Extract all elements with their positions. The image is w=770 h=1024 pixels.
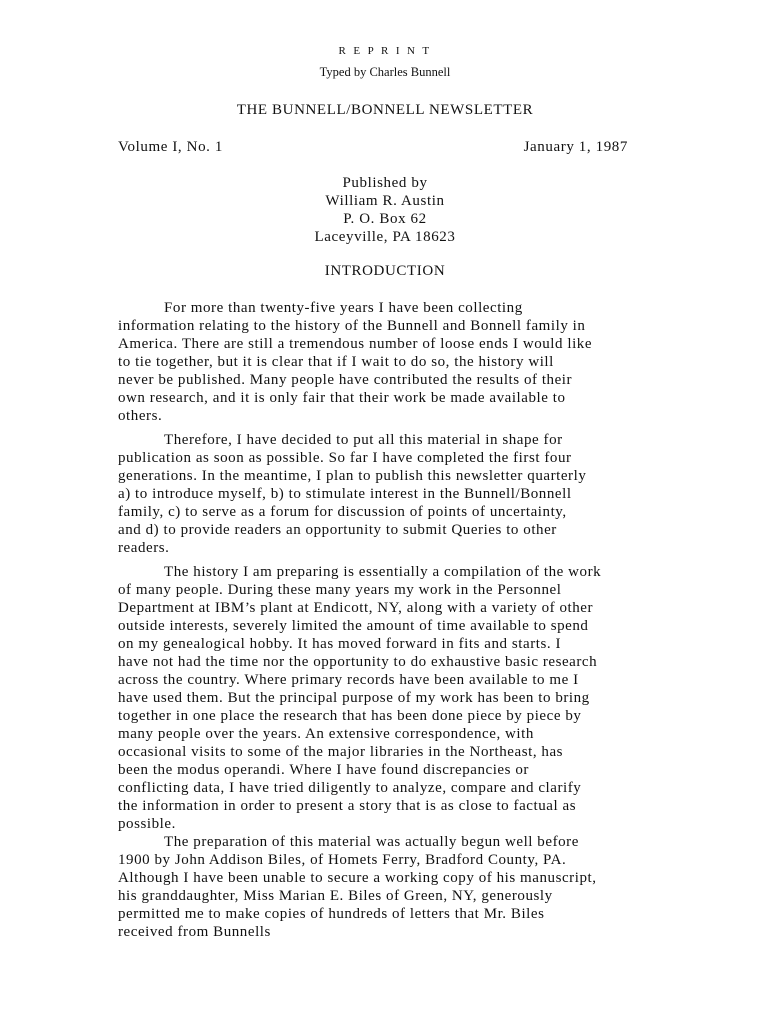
- publisher-line: Published by: [342, 175, 428, 191]
- text-line: publication as soon as possible. So far I have completed the first four: [118, 450, 572, 466]
- text-line: possible.: [118, 816, 176, 832]
- text-line: Department at IBM’s plant at Endicott, NY, along with a variety of other: [118, 600, 594, 616]
- text-line: been the modus operandi. Where I have found discrepancies or: [118, 762, 529, 778]
- publisher-name: William R. Austin: [325, 193, 445, 209]
- typed-by-line: Typed by Charles Bunnell: [319, 65, 451, 79]
- text-line: many people over the years. An extensive correspondence, with: [118, 726, 534, 742]
- text-line: outside interests, severely limited the amount of time available to spend: [118, 618, 589, 634]
- text-line: The preparation of this material was actually begun well before: [164, 834, 579, 850]
- newsletter-title: THE BUNNELL/BONNELL NEWSLETTER: [236, 102, 534, 118]
- text-line: together in one place the research that has been done piece by piece by: [118, 708, 582, 724]
- text-line: have not had the time nor the opportunity to do exhaustive basic research: [118, 654, 598, 670]
- text-line: to tie together, but it is clear that if I wait to do so, the history will: [118, 354, 554, 370]
- section-heading: INTRODUCTION: [324, 263, 446, 279]
- publisher-address: P. O. Box 62: [343, 211, 427, 227]
- text-line: permitted me to make copies of hundreds of letters that Mr. Biles: [118, 906, 545, 922]
- text-line: The history I am preparing is essentially a compilation of the work: [164, 564, 602, 580]
- text-line: America. There are still a tremendous number of loose ends I would like: [118, 336, 593, 352]
- publisher-block: [0, 174, 770, 246]
- text-line: information relating to the history of the Bunnell and Bonnell family in: [118, 318, 586, 334]
- text-line: never be published. Many people have contributed the results of their: [118, 372, 573, 388]
- reprint-label: R E P R I N T: [338, 45, 432, 57]
- publisher-city: Laceyville, PA 18623: [314, 229, 456, 245]
- text-line: on my genealogical hobby. It has moved forward in fits and starts. I: [118, 636, 561, 652]
- text-line: Although I have been unable to secure a working copy of his manuscript,: [118, 870, 597, 886]
- text-line: and d) to provide readers an opportunity to submit Queries to other: [118, 522, 557, 538]
- text-line: across the country. Where primary records have been available to me I: [118, 672, 579, 688]
- text-line: of many people. During these many years my work in the Personnel: [118, 582, 562, 598]
- text-line: others.: [118, 408, 163, 424]
- text-line: his granddaughter, Miss Marian E. Biles of Green, NY, generously: [118, 888, 553, 904]
- paragraph: [118, 833, 597, 941]
- paragraph: [118, 563, 601, 833]
- text-line: For more than twenty-five years I have been collecting: [164, 300, 523, 316]
- text-line: family, c) to serve as a forum for discussion of points of uncertainty,: [118, 504, 567, 520]
- text-line: conflicting data, I have tried diligently to analyze, compare and clarify: [118, 780, 582, 796]
- issue-date: January 1, 1987: [523, 139, 628, 155]
- text-line: readers.: [118, 540, 170, 556]
- paragraph: [118, 431, 586, 557]
- text-line: the information in order to present a story that is as close to factual as: [118, 798, 577, 814]
- text-line: a) to introduce myself, b) to stimulate interest in the Bunnell/Bonnell: [118, 486, 572, 502]
- text-line: Therefore, I have decided to put all this material in shape for: [164, 432, 563, 448]
- text-line: 1900 by John Addison Biles, of Homets Ferry, Bradford County, PA.: [118, 852, 567, 868]
- text-line: own research, and it is only fair that their work be made available to: [118, 390, 566, 406]
- volume-number: Volume I, No. 1: [118, 139, 223, 155]
- paragraph: [118, 299, 592, 425]
- text-line: generations. In the meantime, I plan to publish this newsletter quarterly: [118, 468, 587, 484]
- text-line: received from Bunnells: [118, 924, 271, 940]
- text-line: have used them. But the principal purpose of my work has been to bring: [118, 690, 590, 706]
- text-line: occasional visits to some of the major libraries in the Northeast, has: [118, 744, 564, 760]
